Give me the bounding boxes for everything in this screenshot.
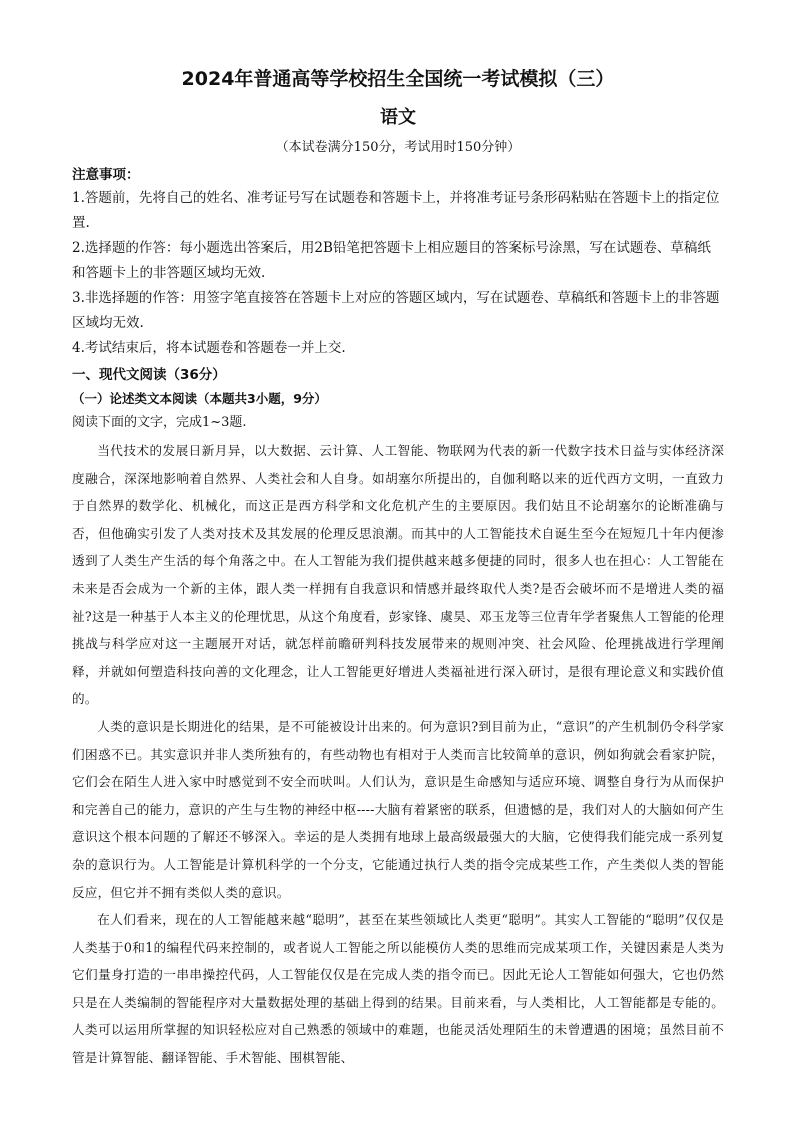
passage-paragraph-3: 在人们看来，现在的人工智能越来越“聪明”，甚至在某些领域比人类更“聪明”。其实人工智能的“聪明”仅仅是人类基于0和1的编程代码来控制的，或者说人工智能之所以能模仿人类的思维而完成某项工作，关键因素是人类为它们量身打造的一串串操控代码，人工智能仅仅是在完成人类的指令而已。因此无论人工智能如何强大，它也仍然只是在人类编制的智能程序对大量数据处理的基础上得到的结果。目前来看，与人类相比，人工智能都是专能的。人类可以运用所掌握的知识轻松应对自己熟悉的领域中的难题，也能灵活处理陌生的未曾遭遇的困境；虽然目前不管是计算智能、翻译智能、手术智能、围棋智能、 bbox=[72, 912, 724, 1066]
passage-paragraph-2: 人类的意识是长期进化的结果，是不可能被设计出来的。何为意识?到目前为止，“意识”的产生机制仍令科学家们困惑不已。其实意识并非人类所独有的，有些动物也有相对于人类而言比较简单的意识，例如狗就会看家护院，它们会在陌生人进入家中时感觉到不安全而吠叫。人们认为，意识是生命感知与适应环境、调整自身行为从而保护和完善自己的能力，意识的产生与生物的神经中枢----大脑有着紧密的联系，但遗憾的是，我们对人的大脑如何产生意识这个根本问题的了解还不够深入。幸运的是人类拥有地球上最高级最强大的大脑，它使得我们能完成一系列复杂的意识行为。人工智能是计算机科学的一个分支，它能通过执行人类的指令完成某些工作，产生类似人类的智能反应，但它并不拥有类似人类的意识。 bbox=[72, 718, 724, 900]
reading-instruction: 阅读下面的文字，完成1~3题. bbox=[72, 415, 247, 430]
notice-heading: 注意事项： bbox=[72, 167, 140, 183]
page-title: 2024年普通高等学校招生全国统一考试模拟（三） bbox=[181, 68, 615, 90]
passage-paragraph-1: 当代技术的发展日新月异，以大数据、云计算、人工智能、物联网为代表的新一代数字技术日益与实体经济深度融合，深深地影响着自然界、人类社会和人自身。如胡塞尔所提出的，自伽利略以来的近代西方文明，一直致力于自然界的数学化、机械化，而这正是西方科学和文化危机产生的主要原因。我们姑且不论胡塞尔的论断准确与否，但他确实引发了人类对技术及其发展的伦理反思浪潮。而其中的人工智能技术自诞生至今在短短几十年内便渗透到了人类生产生活的每个角落之中。在人工智能为我们提供越来越多便捷的同时，很多人也在担心：人工智能在未来是否会成为一个新的主体，跟人类一样拥有自我意识和情感并最终取代人类?是否会破坏而不是增进人类的福祉?这是一种基于人本主义的伦理忧思，从这个角度看，彭家锋、虞昊、邓玉龙等三位青年学者聚焦人工智能的伦理挑战与科学应对这一主题展开对话，就怎样前瞻研判科技发展带来的规则冲突、社会风险、伦理挑战进行学理阐释，并就如何塑造科技向善的文化理念，让人工智能更好增进人类福祉进行深入研讨，是很有理论意义和实践价值的。 bbox=[72, 443, 724, 707]
section-heading: 一、现代文阅读（36分） bbox=[72, 367, 226, 383]
subject-title: 语文 bbox=[380, 107, 416, 128]
score-note: （本试卷满分150分，考试用时150分钟） bbox=[275, 140, 521, 155]
notice-item-4: 4.考试结束后，将本试题卷和答题卷一并上交. bbox=[72, 340, 346, 356]
subsection-heading: （一）论述类文本阅读（本题共3小题，9分） bbox=[72, 391, 327, 406]
notice-item-3: 3.非选择题的作答：用签字笔直接答在答题卡上对应的答题区域内，写在试题卷、草稿纸和答题卡上的非答题区域均无效. bbox=[72, 290, 720, 331]
reading-passage bbox=[72, 437, 724, 1072]
notice-item-1: 1.答题前，先将自己的姓名、准考证号写在试题卷和答题卡上，并将准考证号条形码粘贴在答题卡上的指定位置. bbox=[72, 190, 720, 231]
notice-item-2: 2.选择题的作答：每小题选出答案后，用2B铅笔把答题卡上相应题目的答案标号涂黑，写在试题卷、草稿纸和答题卡上的非答题区域均无效. bbox=[72, 240, 711, 281]
